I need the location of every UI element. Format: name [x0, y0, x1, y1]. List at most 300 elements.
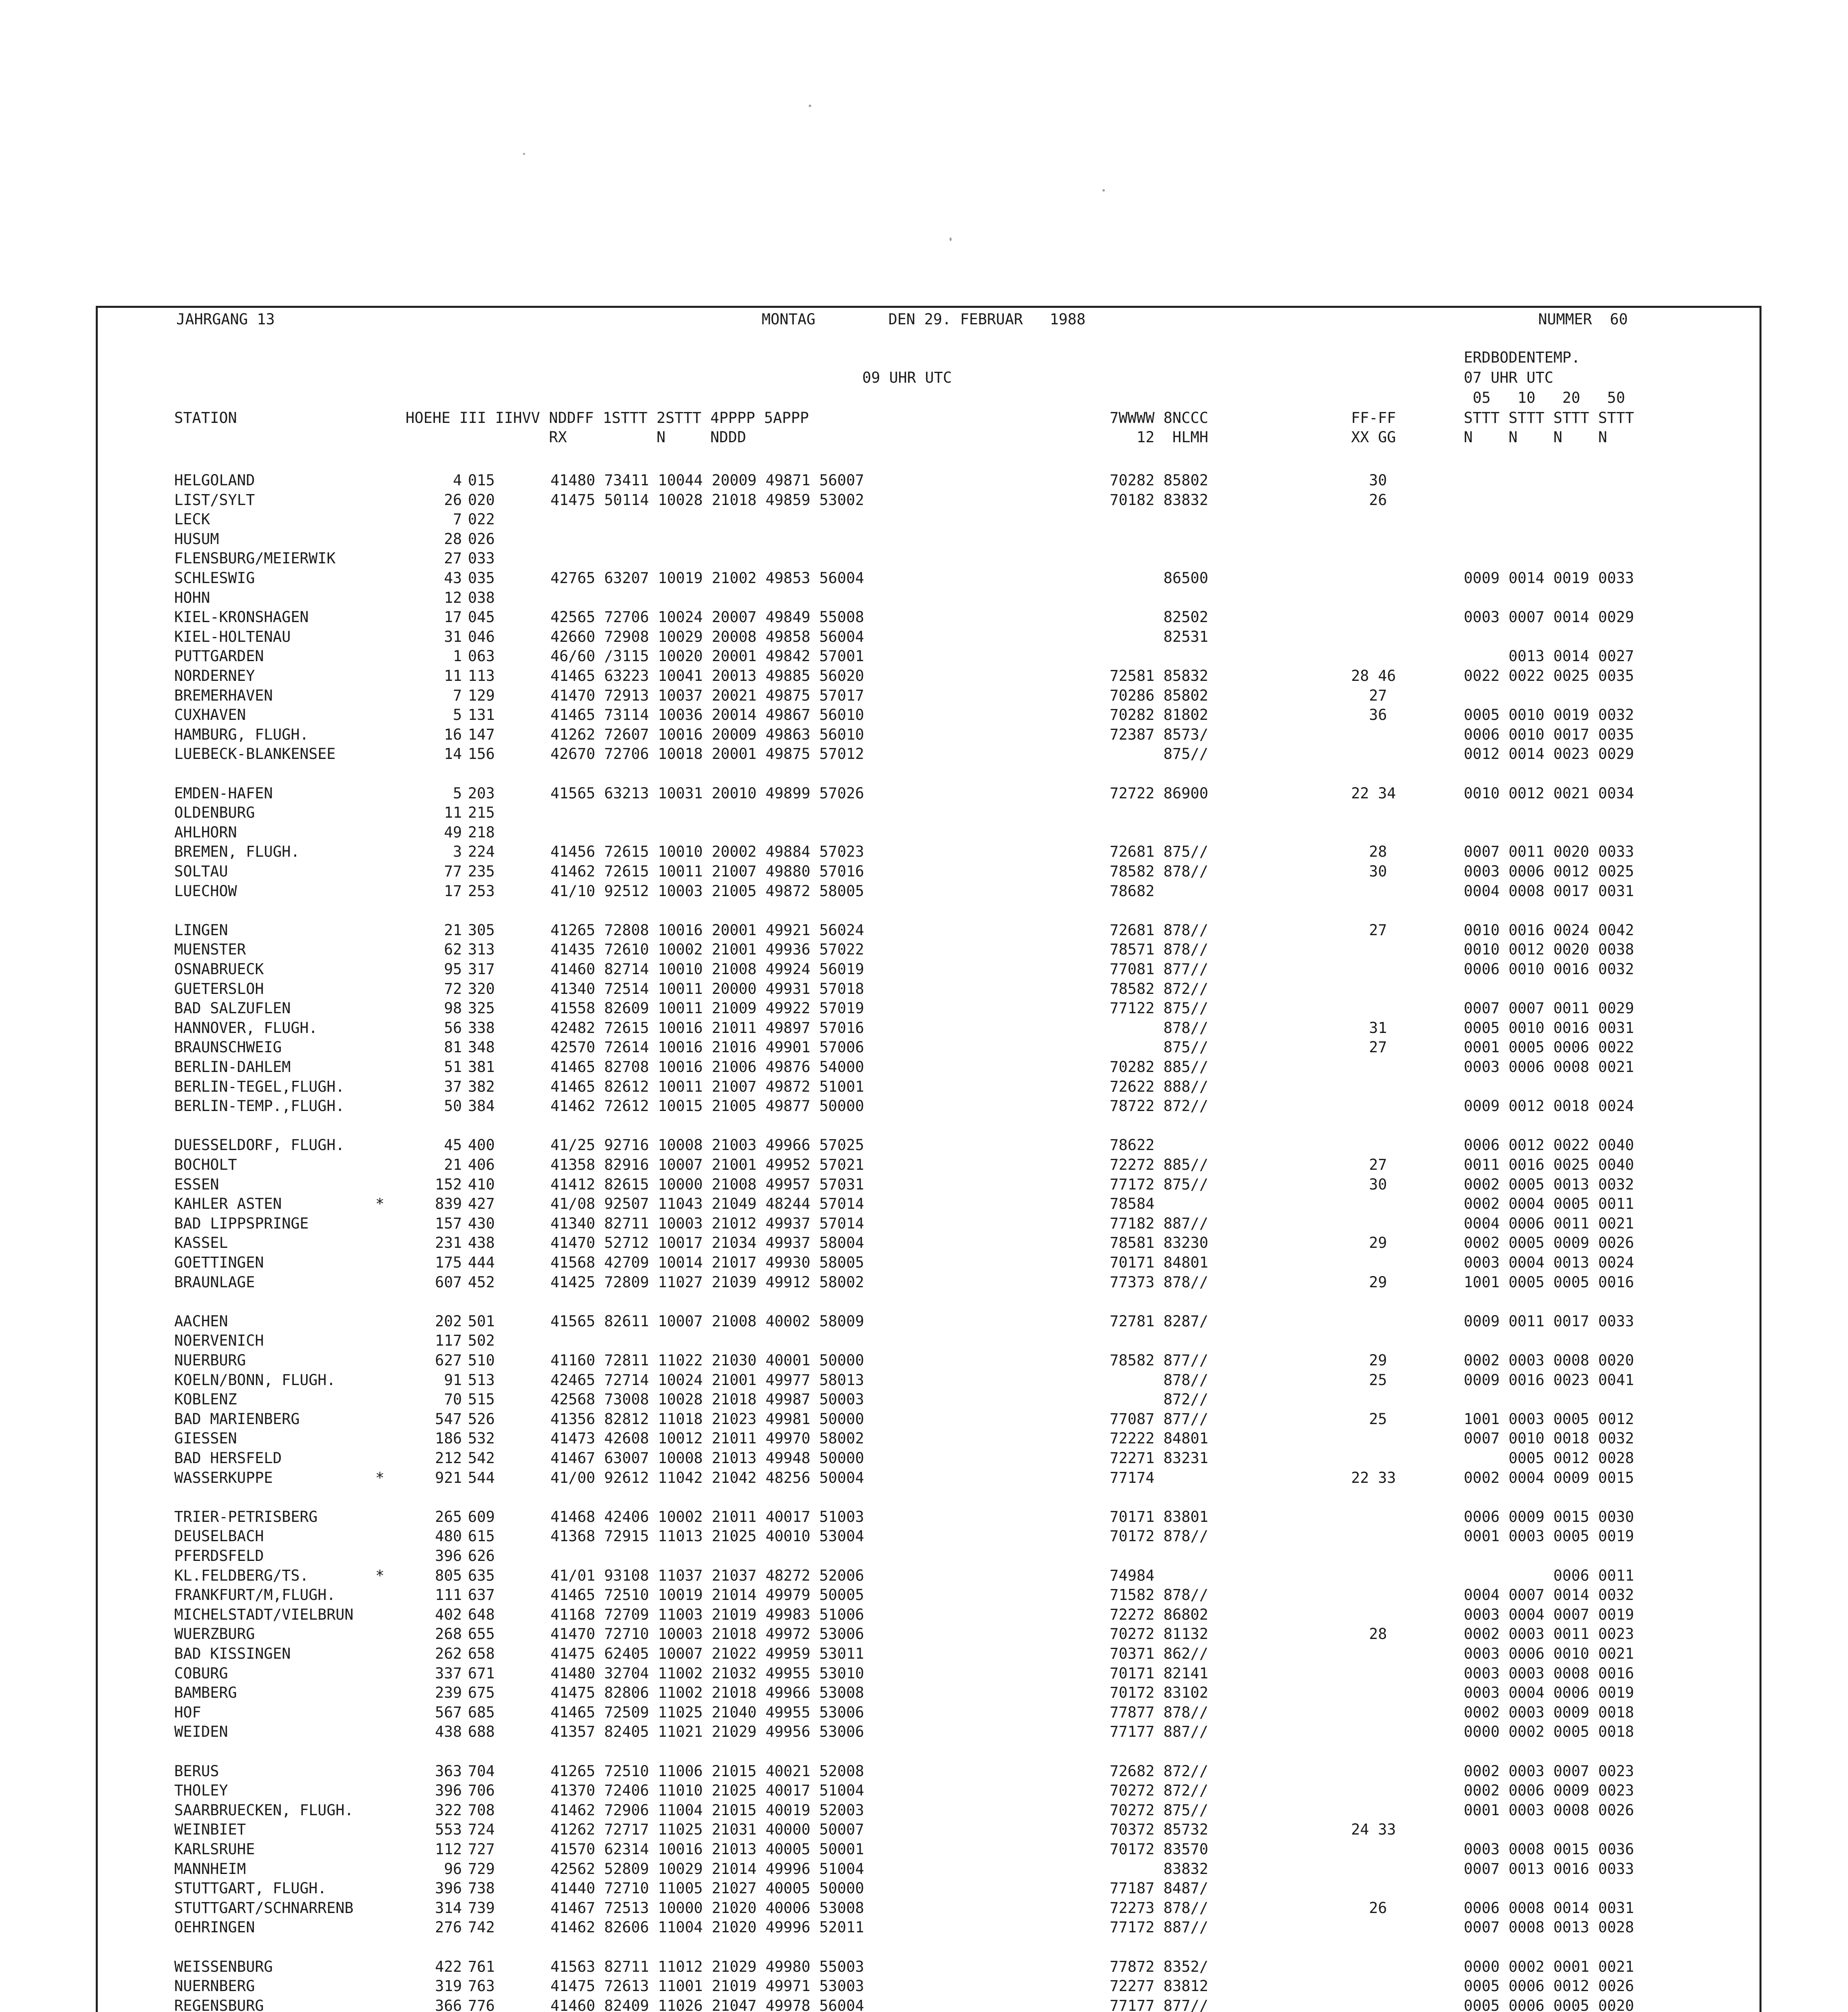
table-row: [98, 784, 1759, 803]
station-height: 157: [435, 1215, 462, 1232]
station-index: 648: [468, 1606, 495, 1623]
weather-cloud-groups: 78722 872//: [1110, 1097, 1209, 1115]
station-height: 268: [435, 1625, 462, 1643]
station-height: 14: [444, 745, 462, 763]
soil-temperature-values: 0002 0006 0009 0023: [1464, 1782, 1634, 1799]
station-height: 396: [435, 1782, 462, 1799]
station-name: BAD KISSINGEN: [174, 1645, 291, 1662]
station-index: 406: [468, 1156, 495, 1173]
station-index: 033: [468, 550, 495, 567]
station-height: 212: [435, 1449, 462, 1467]
station-height: 319: [435, 1977, 462, 1995]
weather-cloud-groups: 72681 878//: [1110, 921, 1209, 939]
station-height: 547: [435, 1410, 462, 1428]
weather-cloud-groups: 875//: [1110, 745, 1209, 763]
synop-groups: 41440 72710 11005 21027 40005 50000: [550, 1880, 864, 1897]
table-row: [98, 1605, 1759, 1624]
synop-groups: 41465 72510 10019 21014 49979 50005: [550, 1586, 864, 1604]
extra-group-subheader: 12 HLMH: [1110, 429, 1209, 446]
station-height: 627: [435, 1352, 462, 1369]
synop-groups: 41470 72913 10037 20021 49875 57017: [550, 687, 864, 704]
station-name: WASSERKUPPE: [174, 1469, 273, 1486]
soil-temperature-values: 0000 0002 0001 0021: [1464, 1958, 1634, 1975]
station-index: 637: [468, 1586, 495, 1604]
station-name: KL.FELDBERG/TS.: [174, 1567, 309, 1584]
station-height: 152: [435, 1176, 462, 1193]
wind-gust-values: 27: [1351, 921, 1387, 939]
synop-groups: 41467 63007 10008 21013 49948 50000: [550, 1449, 864, 1467]
station-index: 338: [468, 1019, 495, 1037]
weather-cloud-groups: 78584: [1110, 1195, 1155, 1212]
station-height: 438: [435, 1723, 462, 1740]
synop-groups: 41565 82611 10007 21008 40002 58009: [550, 1313, 864, 1330]
wind-gust-values: 26: [1351, 1899, 1387, 1917]
soil-temperature-values: 0007 0007 0011 0029: [1464, 1000, 1634, 1017]
station-index: 313: [468, 941, 495, 958]
soil-temperature-values: 0009 0012 0018 0024: [1464, 1097, 1634, 1115]
synop-groups: 41358 82916 10007 21001 49952 57021: [550, 1156, 864, 1173]
table-row: [98, 1703, 1759, 1722]
station-index: 685: [468, 1704, 495, 1721]
station-height: 31: [444, 628, 462, 645]
table-row: [98, 1996, 1759, 2012]
station-name: BAD HERSFELD: [174, 1449, 282, 1467]
table-row: [98, 1018, 1759, 1038]
station-height: 27: [444, 550, 462, 567]
weather-cloud-groups: 78571 878//: [1110, 941, 1209, 958]
synop-groups: 41/00 92612 11042 21042 48256 50004: [550, 1469, 864, 1486]
wind-gust-subheader: XX GG: [1351, 429, 1396, 446]
weather-cloud-groups: 70372 85732: [1110, 1821, 1209, 1838]
station-height: 7: [453, 687, 462, 704]
table-row: [98, 1722, 1759, 1742]
table-row: [98, 1840, 1759, 1859]
soil-temperature-values: 0003 0007 0014 0029: [1464, 608, 1634, 626]
weather-report-table: [96, 306, 1761, 2012]
table-row: [98, 1390, 1759, 1409]
synop-groups: 41460 82409 11026 21047 49978 56004: [550, 1997, 864, 2012]
synop-groups: 41368 72915 11013 21025 40010 53004: [550, 1528, 864, 1545]
station-height: 202: [435, 1313, 462, 1330]
station-index: 035: [468, 569, 495, 587]
table-row: [98, 1058, 1759, 1077]
station-name: WEISSENBURG: [174, 1958, 273, 1975]
station-name: STUTTGART, FLUGH.: [174, 1880, 327, 1897]
synop-groups: 41473 42608 10012 21011 49970 58002: [550, 1430, 864, 1447]
station-name: AACHEN: [174, 1313, 228, 1330]
station-height: 16: [444, 726, 462, 743]
station-index: 738: [468, 1880, 495, 1897]
station-index: 020: [468, 491, 495, 509]
weather-cloud-groups: 70282 885//: [1110, 1058, 1209, 1076]
station-height: 839: [435, 1195, 462, 1212]
weather-cloud-groups: 70182 83832: [1110, 491, 1209, 509]
weather-cloud-groups: 77172 875//: [1110, 1176, 1209, 1193]
table-row: [98, 1449, 1759, 1468]
wind-gust-values: 31: [1351, 1019, 1387, 1037]
station-height: 7: [453, 511, 462, 528]
synop-groups: 41570 62314 10016 21013 40005 50001: [550, 1841, 864, 1858]
synop-groups: 42465 72714 10024 21001 49977 58013: [550, 1371, 864, 1389]
station-index: 704: [468, 1763, 495, 1780]
table-row: [98, 1038, 1759, 1057]
station-name: COBURG: [174, 1665, 228, 1682]
synop-groups: 41465 82612 10011 21007 49872 51001: [550, 1078, 864, 1095]
table-row: [98, 823, 1759, 842]
table-row: [98, 1801, 1759, 1820]
soil-temp-title: ERDBODENTEMP.: [1464, 349, 1580, 366]
station-name: MANNHEIM: [174, 1860, 246, 1878]
station-index: 235: [468, 863, 495, 880]
soil-temperature-values: 0002 0003 0011 0023: [1464, 1625, 1634, 1643]
jahrgang-label: JAHRGANG 13: [176, 311, 275, 328]
weather-cloud-groups: 70272 872//: [1110, 1782, 1209, 1799]
station-index: 444: [468, 1254, 495, 1271]
synop-groups: 41475 82806 11002 21018 49966 53008: [550, 1684, 864, 1701]
station-index: 400: [468, 1136, 495, 1154]
weather-cloud-groups: 78682: [1110, 882, 1155, 900]
station-name: WEINBIET: [174, 1821, 246, 1838]
station-height: 3: [453, 843, 462, 860]
soil-depth-header: 05 10 20 50: [1464, 389, 1625, 406]
station-name: GUETERSLOH: [174, 980, 264, 998]
station-height: 112: [435, 1841, 462, 1858]
soil-temperature-values: 0005 0006 0005 0020: [1464, 1997, 1634, 2012]
station-index: 501: [468, 1313, 495, 1330]
station-height: 26: [444, 491, 462, 509]
station-index: 063: [468, 647, 495, 665]
table-row: [98, 1546, 1759, 1566]
station-height: 56: [444, 1019, 462, 1037]
synop-groups: 41470 72710 10003 21018 49972 53006: [550, 1625, 864, 1643]
station-index: 381: [468, 1058, 495, 1076]
station-name: BREMEN, FLUGH.: [174, 843, 300, 860]
synop-groups: 41468 42406 10002 21011 40017 51003: [550, 1508, 864, 1525]
table-row: [98, 842, 1759, 862]
soil-temperature-values: 0001 0003 0008 0026: [1464, 1802, 1634, 1819]
weather-cloud-groups: 82502: [1110, 608, 1209, 626]
table-row: [98, 1879, 1759, 1898]
wind-gust-values: 30: [1351, 1176, 1387, 1193]
weather-cloud-groups: 72581 85832: [1110, 667, 1209, 684]
station-index: 544: [468, 1469, 495, 1486]
station-index: 038: [468, 589, 495, 606]
station-name: CUXHAVEN: [174, 706, 246, 724]
station-index: 675: [468, 1684, 495, 1701]
station-index: 325: [468, 1000, 495, 1017]
soil-code-subheader: N N N N: [1464, 429, 1607, 446]
station-height: 21: [444, 921, 462, 939]
weather-cloud-groups: 77172 887//: [1110, 1919, 1209, 1936]
table-row: [98, 491, 1759, 510]
table-row: [98, 803, 1759, 823]
station-name: THOLEY: [174, 1782, 228, 1799]
table-row: [98, 1214, 1759, 1233]
station-height: 43: [444, 569, 462, 587]
synop-groups: 41480 73411 10044 20009 49871 56007: [550, 472, 864, 489]
station-index: 655: [468, 1625, 495, 1643]
station-name: BAMBERG: [174, 1684, 237, 1701]
synop-groups: 41465 73114 10036 20014 49867 56010: [550, 706, 864, 724]
station-name: KIEL-HOLTENAU: [174, 628, 291, 645]
weather-cloud-groups: 72682 872//: [1110, 1763, 1209, 1780]
synop-groups: 41465 63223 10041 20013 49885 56020: [550, 667, 864, 684]
weather-cloud-groups: 82531: [1110, 628, 1209, 645]
station-height: 11: [444, 667, 462, 684]
station-height: 422: [435, 1958, 462, 1975]
soil-temperature-values: 0012 0014 0023 0029: [1464, 745, 1634, 763]
station-name: BOCHOLT: [174, 1156, 237, 1173]
station-name: BERUS: [174, 1763, 219, 1780]
synop-groups: 41340 82711 10003 21012 49937 57014: [550, 1215, 864, 1232]
station-height: 1: [453, 647, 462, 665]
table-row: [98, 862, 1759, 881]
table-row: [98, 1762, 1759, 1781]
mountain-station-marker: *: [375, 1195, 385, 1212]
station-index: 635: [468, 1567, 495, 1584]
table-row: [98, 1273, 1759, 1292]
table-row: [98, 686, 1759, 705]
synop-groups: 41168 72709 11003 21019 49983 51006: [550, 1606, 864, 1623]
synop-groups: 41480 32704 11002 21032 49955 53010: [550, 1665, 864, 1682]
station-index: 046: [468, 628, 495, 645]
station-index: 438: [468, 1234, 495, 1251]
synop-groups: 41462 72612 10015 21005 49877 50000: [550, 1097, 864, 1115]
weather-cloud-groups: 72681 875//: [1110, 843, 1209, 860]
date-label: DEN 29. FEBRUAR 1988: [888, 311, 1086, 328]
wind-gust-values: 29: [1351, 1274, 1387, 1291]
wind-gust-header: FF-FF: [1351, 409, 1396, 427]
station-name: GOETTINGEN: [174, 1254, 264, 1271]
synop-groups: 42670 72706 10018 20001 49875 57012: [550, 745, 864, 763]
station-height: 262: [435, 1645, 462, 1662]
table-row: [98, 1624, 1759, 1644]
synop-groups: 41558 82609 10011 21009 49922 57019: [550, 1000, 864, 1017]
station-height: 175: [435, 1254, 462, 1271]
soil-temperature-values: 0003 0006 0008 0021: [1464, 1058, 1634, 1076]
table-row: [98, 1155, 1759, 1175]
station-name: LECK: [174, 511, 210, 528]
weather-cloud-groups: 77177 877//: [1110, 1997, 1209, 2012]
station-name: NUERNBERG: [174, 1977, 255, 1995]
station-height: 231: [435, 1234, 462, 1251]
station-index: 224: [468, 843, 495, 860]
station-name: KIEL-KRONSHAGEN: [174, 608, 309, 626]
station-index: 502: [468, 1332, 495, 1349]
weather-cloud-groups: 72271 83231: [1110, 1449, 1209, 1467]
table-row: [98, 1820, 1759, 1839]
weather-cloud-groups: 77087 877//: [1110, 1410, 1209, 1428]
table-row: [98, 1410, 1759, 1429]
weekday-label: MONTAG: [762, 311, 816, 328]
soil-temperature-values: 0002 0005 0009 0026: [1464, 1234, 1634, 1251]
station-height: 5: [453, 785, 462, 802]
station-name: HUSUM: [174, 530, 219, 548]
soil-temperature-values: 0003 0006 0012 0025: [1464, 863, 1634, 880]
station-name: OLDENBURG: [174, 804, 255, 821]
weather-cloud-groups: 70172 83102: [1110, 1684, 1209, 1701]
weather-cloud-groups: 70282 85802: [1110, 472, 1209, 489]
table-row: [98, 1194, 1759, 1214]
station-index: 515: [468, 1391, 495, 1408]
station-index: 022: [468, 511, 495, 528]
soil-temperature-values: 0001 0005 0006 0022: [1464, 1039, 1634, 1056]
soil-temperature-values: 0002 0003 0007 0023: [1464, 1763, 1634, 1780]
weather-cloud-groups: 70171 83801: [1110, 1508, 1209, 1525]
station-height: 921: [435, 1469, 462, 1486]
station-height: 337: [435, 1665, 462, 1682]
scan-speck: [950, 237, 952, 241]
soil-temperature-values: 0007 0010 0018 0032: [1464, 1430, 1634, 1447]
soil-temperature-values: 0000 0002 0005 0018: [1464, 1723, 1634, 1740]
station-index: 113: [468, 667, 495, 684]
station-name: WUERZBURG: [174, 1625, 255, 1643]
soil-temperature-values: 0003 0004 0007 0019: [1464, 1606, 1634, 1623]
station-index: 147: [468, 726, 495, 743]
table-row: [98, 1077, 1759, 1097]
station-height: 366: [435, 1997, 462, 2012]
weather-cloud-groups: 70171 82141: [1110, 1665, 1209, 1682]
table-row: [98, 471, 1759, 490]
station-name: KOBLENZ: [174, 1391, 237, 1408]
synop-groups: 41465 72509 11025 21040 49955 53006: [550, 1704, 864, 1721]
station-index: 384: [468, 1097, 495, 1115]
wind-gust-values: 27: [1351, 687, 1387, 704]
station-name: BAD MARIENBERG: [174, 1410, 300, 1428]
station-height: 363: [435, 1763, 462, 1780]
station-name: OEHRINGEN: [174, 1919, 255, 1936]
wind-gust-values: 36: [1351, 706, 1387, 724]
station-name: MUENSTER: [174, 941, 246, 958]
weather-cloud-groups: 70371 862//: [1110, 1645, 1209, 1662]
synop-groups: 41370 72406 11010 21025 40017 51004: [550, 1782, 864, 1799]
station-height: 72: [444, 980, 462, 998]
wind-gust-values: 30: [1351, 472, 1387, 489]
table-row: [98, 1683, 1759, 1703]
station-name: AHLHORN: [174, 824, 237, 841]
table-row: [98, 744, 1759, 764]
station-height: 396: [435, 1547, 462, 1565]
soil-temperature-values: 0007 0011 0020 0033: [1464, 843, 1634, 860]
soil-temperature-values: 0006 0008 0014 0031: [1464, 1899, 1634, 1917]
station-name: GIESSEN: [174, 1430, 237, 1447]
synop-groups: 41470 52712 10017 21034 49937 58004: [550, 1234, 864, 1251]
weather-cloud-groups: 78582 877//: [1110, 1352, 1209, 1369]
weather-cloud-groups: 77177 887//: [1110, 1723, 1209, 1740]
soil-temperature-values: 0022 0022 0025 0035: [1464, 667, 1634, 684]
soil-temperature-values: 0006 0012 0022 0040: [1464, 1136, 1634, 1154]
weather-cloud-groups: 70272 81132: [1110, 1625, 1209, 1643]
wind-gust-values: 29: [1351, 1234, 1387, 1251]
station-name: STUTTGART/SCHNARRENB: [174, 1899, 354, 1917]
table-row: [98, 1664, 1759, 1683]
weather-cloud-groups: 70286 85802: [1110, 687, 1209, 704]
station-height: 396: [435, 1880, 462, 1897]
weather-cloud-groups: 72272 86802: [1110, 1606, 1209, 1623]
station-name: WEIDEN: [174, 1723, 228, 1740]
station-height: 37: [444, 1078, 462, 1095]
synop-groups: 41425 72809 11027 21039 49912 58002: [550, 1274, 864, 1291]
station-height: 17: [444, 882, 462, 900]
station-name: BAD SALZUFLEN: [174, 1000, 291, 1017]
table-row: [98, 588, 1759, 608]
table-row: [98, 549, 1759, 568]
station-name: LIST/SYLT: [174, 491, 255, 509]
station-name: FRANKFURT/M,FLUGH.: [174, 1586, 336, 1604]
weather-cloud-groups: 70172 878//: [1110, 1528, 1209, 1545]
station-height: 77: [444, 863, 462, 880]
station-name: SOLTAU: [174, 863, 228, 880]
soil-temperature-values: 0005 0010 0019 0032: [1464, 706, 1634, 724]
soil-temperature-values: 0006 0009 0015 0030: [1464, 1508, 1634, 1525]
station-height: 567: [435, 1704, 462, 1721]
weather-cloud-groups: 77081 877//: [1110, 961, 1209, 978]
weather-cloud-groups: 72272 885//: [1110, 1156, 1209, 1173]
table-row: [98, 647, 1759, 666]
table-row: [98, 725, 1759, 744]
station-name: SAARBRUECKEN, FLUGH.: [174, 1802, 354, 1819]
issue-number: NUMMER 60: [1538, 311, 1628, 328]
table-row: [98, 1781, 1759, 1800]
soil-temperature-values: 0002 0004 0005 0011: [1464, 1195, 1634, 1212]
soil-temperature-values: 0006 0011: [1464, 1567, 1634, 1584]
station-index: 513: [468, 1371, 495, 1389]
station-height: 4: [453, 472, 462, 489]
table-row: [98, 960, 1759, 979]
soil-temp-time: 07 UHR UTC: [1464, 369, 1553, 386]
soil-temperature-values: 0005 0010 0016 0031: [1464, 1019, 1634, 1037]
table-row: [98, 921, 1759, 940]
station-name: LUEBECK-BLANKENSEE: [174, 745, 336, 763]
station-index: 452: [468, 1274, 495, 1291]
table-row: [98, 510, 1759, 529]
station-name: OSNABRUECK: [174, 961, 264, 978]
weather-cloud-groups: 72387 8573/: [1110, 726, 1209, 743]
soil-temperature-values: 0002 0004 0009 0015: [1464, 1469, 1634, 1486]
station-index: 382: [468, 1078, 495, 1095]
station-index: 218: [468, 824, 495, 841]
wind-gust-values: 25: [1351, 1371, 1387, 1389]
station-name: KASSEL: [174, 1234, 228, 1251]
synop-groups: 41568 42709 10014 21017 49930 58005: [550, 1254, 864, 1271]
soil-temperature-values: 0006 0010 0017 0035: [1464, 726, 1634, 743]
weather-cloud-groups: 77122 875//: [1110, 1000, 1209, 1017]
soil-temperature-values: 0002 0003 0009 0018: [1464, 1704, 1634, 1721]
station-height: 480: [435, 1528, 462, 1545]
station-height: 50: [444, 1097, 462, 1115]
wind-gust-values: 28: [1351, 843, 1387, 860]
table-row: [98, 1175, 1759, 1194]
station-name: EMDEN-HAFEN: [174, 785, 273, 802]
table-row: [98, 1468, 1759, 1488]
station-name: SCHLESWIG: [174, 569, 255, 587]
station-index: 739: [468, 1899, 495, 1917]
weather-cloud-groups: 77877 878//: [1110, 1704, 1209, 1721]
station-height: 49: [444, 824, 462, 841]
station-name: BERLIN-DAHLEM: [174, 1058, 291, 1076]
weather-cloud-groups: 872//: [1110, 1391, 1209, 1408]
station-index: 156: [468, 745, 495, 763]
weather-cloud-groups: 78581 83230: [1110, 1234, 1209, 1251]
station-index: 317: [468, 961, 495, 978]
observation-time: 09 UHR UTC: [862, 369, 952, 386]
station-name: LINGEN: [174, 921, 228, 939]
soil-temperature-values: 0005 0012 0028: [1464, 1449, 1634, 1467]
wind-gust-values: 25: [1351, 1410, 1387, 1428]
table-row: [98, 1957, 1759, 1977]
weather-cloud-groups: 72622 888//: [1110, 1078, 1209, 1095]
table-row: [98, 627, 1759, 647]
